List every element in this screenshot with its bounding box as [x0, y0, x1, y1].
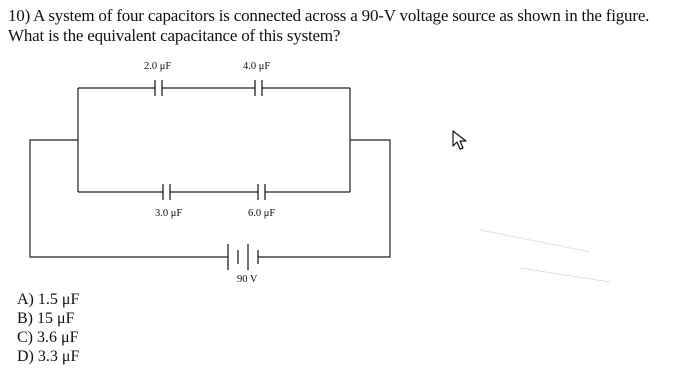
scan-artifact: [480, 230, 610, 282]
choice-c[interactable]: [17, 328, 79, 347]
label-c1: 2.0 μF: [144, 61, 172, 72]
choice-value: 1.5 μF: [37, 291, 80, 308]
capacitor-3uf: [163, 184, 170, 200]
choice-value: 3.3 μF: [37, 348, 80, 365]
choice-value: 15 μF: [37, 310, 75, 327]
question-line-2: What is the equivalent capacitance of this system?: [8, 26, 341, 45]
choice-letter: C): [17, 329, 33, 346]
choice-letter: A): [17, 291, 34, 308]
label-c2: 4.0 μF: [243, 61, 271, 72]
choice-a[interactable]: [17, 290, 79, 309]
label-source: 90 V: [237, 274, 258, 285]
choice-letter: B): [17, 310, 33, 327]
label-c3: 3.0 μF: [155, 208, 183, 219]
battery-symbol: [228, 244, 287, 270]
choice-d[interactable]: [17, 347, 79, 366]
answer-choices: [17, 290, 79, 366]
question-line-1: 10) A system of four capacitors is connected across a 90-V voltage source as shown in the figure.: [8, 6, 650, 25]
capacitor-4uf: [255, 80, 262, 96]
choice-b[interactable]: [17, 309, 79, 328]
circuit-wires: [30, 88, 390, 257]
capacitors: [155, 80, 265, 200]
choice-value: 3.6 μF: [37, 329, 79, 346]
choice-letter: D): [17, 348, 34, 365]
capacitor-6uf: [258, 184, 265, 200]
label-c4: 6.0 μF: [248, 208, 276, 219]
mouse-pointer-icon: [452, 130, 468, 155]
capacitor-2uf: [155, 80, 162, 96]
